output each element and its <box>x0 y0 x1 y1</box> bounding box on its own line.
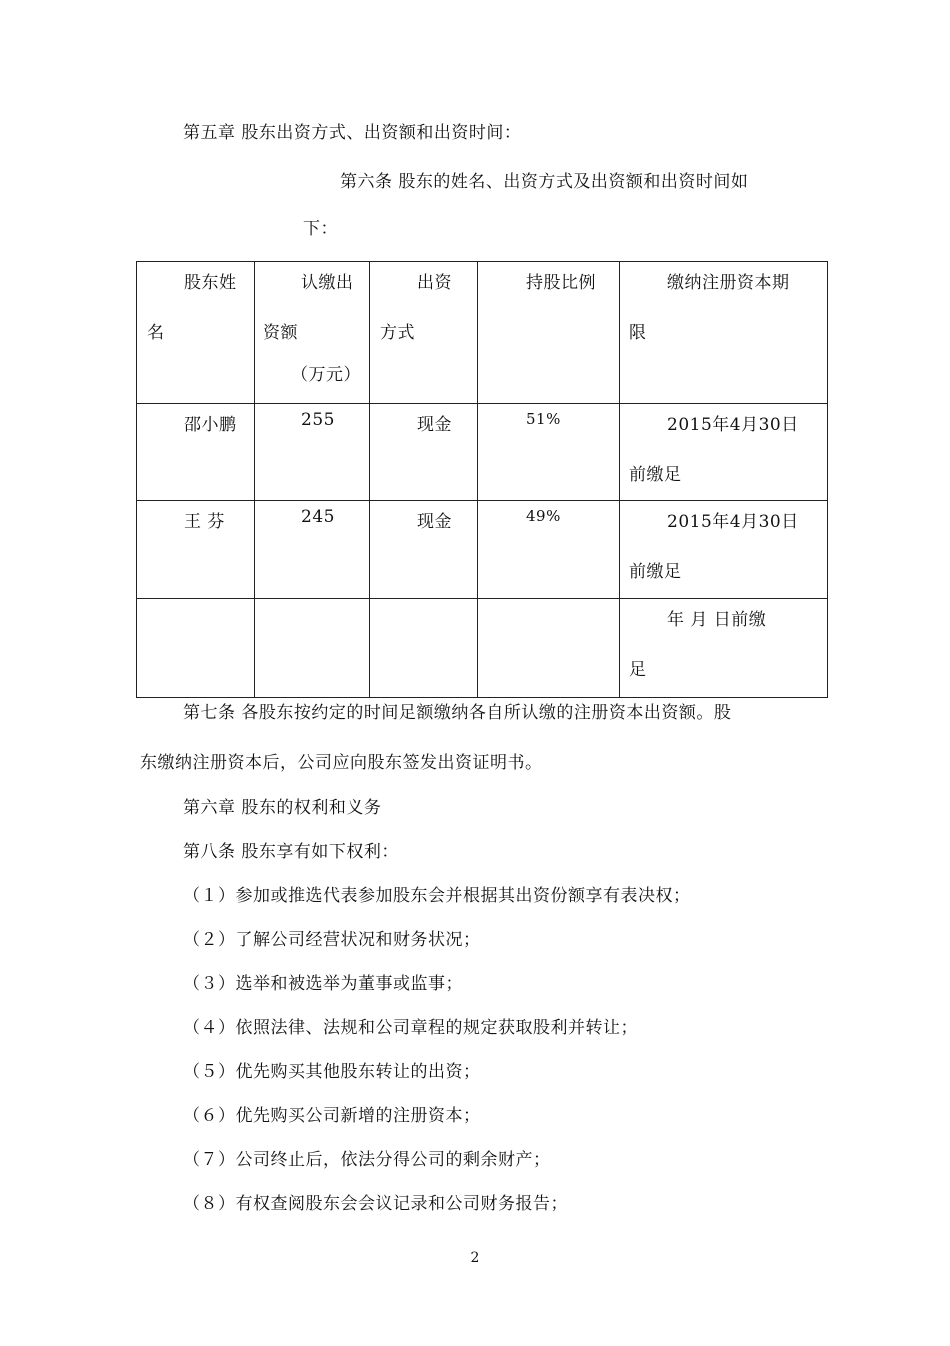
list-item: （６）优先购买公司新增的注册资本； <box>183 1106 481 1126</box>
cell-name <box>137 404 255 501</box>
chapter-6-heading: 第六章 股东的权利和义务 <box>183 798 382 818</box>
shareholder-name: 王 芬 <box>184 512 225 532</box>
deadline-suffix: 前缴足 <box>629 562 682 582</box>
article-6-line-1: 第六条 股东的姓名、出资方式及出资额和出资时间如 <box>340 172 749 192</box>
list-item: （４）依照法律、法规和公司章程的规定获取股利并转让； <box>183 1018 638 1038</box>
header-method-cell <box>370 262 478 404</box>
shareholder-contribution-table <box>136 261 828 698</box>
cell-ratio <box>478 501 620 599</box>
share-ratio: 49% <box>526 507 561 525</box>
article-6-line-2: 下： <box>303 219 338 239</box>
header-deadline-cell <box>620 262 828 404</box>
deadline-suffix: 足 <box>629 660 647 680</box>
contribution-method: 现金 <box>417 512 452 532</box>
header-name-label-2: 名 <box>147 323 165 343</box>
table-row <box>137 599 828 698</box>
subscribed-amount: 255 <box>301 410 335 430</box>
header-ratio-label: 持股比例 <box>526 273 596 293</box>
article-7-line-1: 第七条 各股东按约定的时间足额缴纳各自所认缴的注册资本出资额。股 <box>183 703 732 723</box>
shareholder-name: 邵小鹏 <box>184 415 237 435</box>
list-item: （３）选举和被选举为董事或监事； <box>183 974 463 994</box>
cell-method <box>370 599 478 698</box>
cell-deadline <box>620 501 828 599</box>
list-item: （１）参加或推选代表参加股东会并根据其出资份额享有表决权； <box>183 886 691 906</box>
cell-ratio <box>478 599 620 698</box>
cell-amount <box>255 599 370 698</box>
header-amount-label-2: 资额 <box>263 323 298 343</box>
header-name-label-1: 股东姓 <box>184 273 237 293</box>
list-item: （２）了解公司经营状况和财务状况； <box>183 930 481 950</box>
cell-ratio <box>478 404 620 501</box>
header-amount-label-1: 认缴出 <box>301 273 354 293</box>
cell-method <box>370 501 478 599</box>
header-method-label-1: 出资 <box>417 273 452 293</box>
header-amount-label-3: （万元） <box>291 365 361 385</box>
article-7-line-2: 东缴纳注册资本后，公司应向股东签发出资证明书。 <box>140 753 543 773</box>
header-method-label-2: 方式 <box>380 323 415 343</box>
cell-amount <box>255 404 370 501</box>
table-row <box>137 501 828 599</box>
deadline-date: 年 月 日前缴 <box>667 610 767 630</box>
page-number: 2 <box>470 1250 480 1266</box>
cell-method <box>370 404 478 501</box>
header-ratio-cell <box>478 262 620 404</box>
deadline-date: 2015年4月30日 <box>667 512 799 532</box>
contribution-method: 现金 <box>417 415 452 435</box>
table-row <box>137 404 828 501</box>
list-item: （８）有权查阅股东会会议记录和公司财务报告； <box>183 1194 568 1214</box>
cell-amount <box>255 501 370 599</box>
header-amount-cell <box>255 262 370 404</box>
share-ratio: 51% <box>526 410 561 428</box>
list-item: （７）公司终止后，依法分得公司的剩余财产； <box>183 1150 551 1170</box>
chapter-5-heading: 第五章 股东出资方式、出资额和出资时间： <box>183 123 522 143</box>
article-8-heading: 第八条 股东享有如下权利： <box>183 842 399 862</box>
subscribed-amount: 245 <box>301 507 335 527</box>
cell-name <box>137 501 255 599</box>
cell-name <box>137 599 255 698</box>
header-deadline-label-2: 限 <box>629 323 647 343</box>
header-deadline-label-1: 缴纳注册资本期 <box>667 273 790 293</box>
deadline-suffix: 前缴足 <box>629 465 682 485</box>
list-item: （５）优先购买其他股东转让的出资； <box>183 1062 481 1082</box>
table-header-row <box>137 262 828 404</box>
deadline-date: 2015年4月30日 <box>667 415 799 435</box>
header-name-cell <box>137 262 255 404</box>
cell-deadline <box>620 404 828 501</box>
cell-deadline <box>620 599 828 698</box>
